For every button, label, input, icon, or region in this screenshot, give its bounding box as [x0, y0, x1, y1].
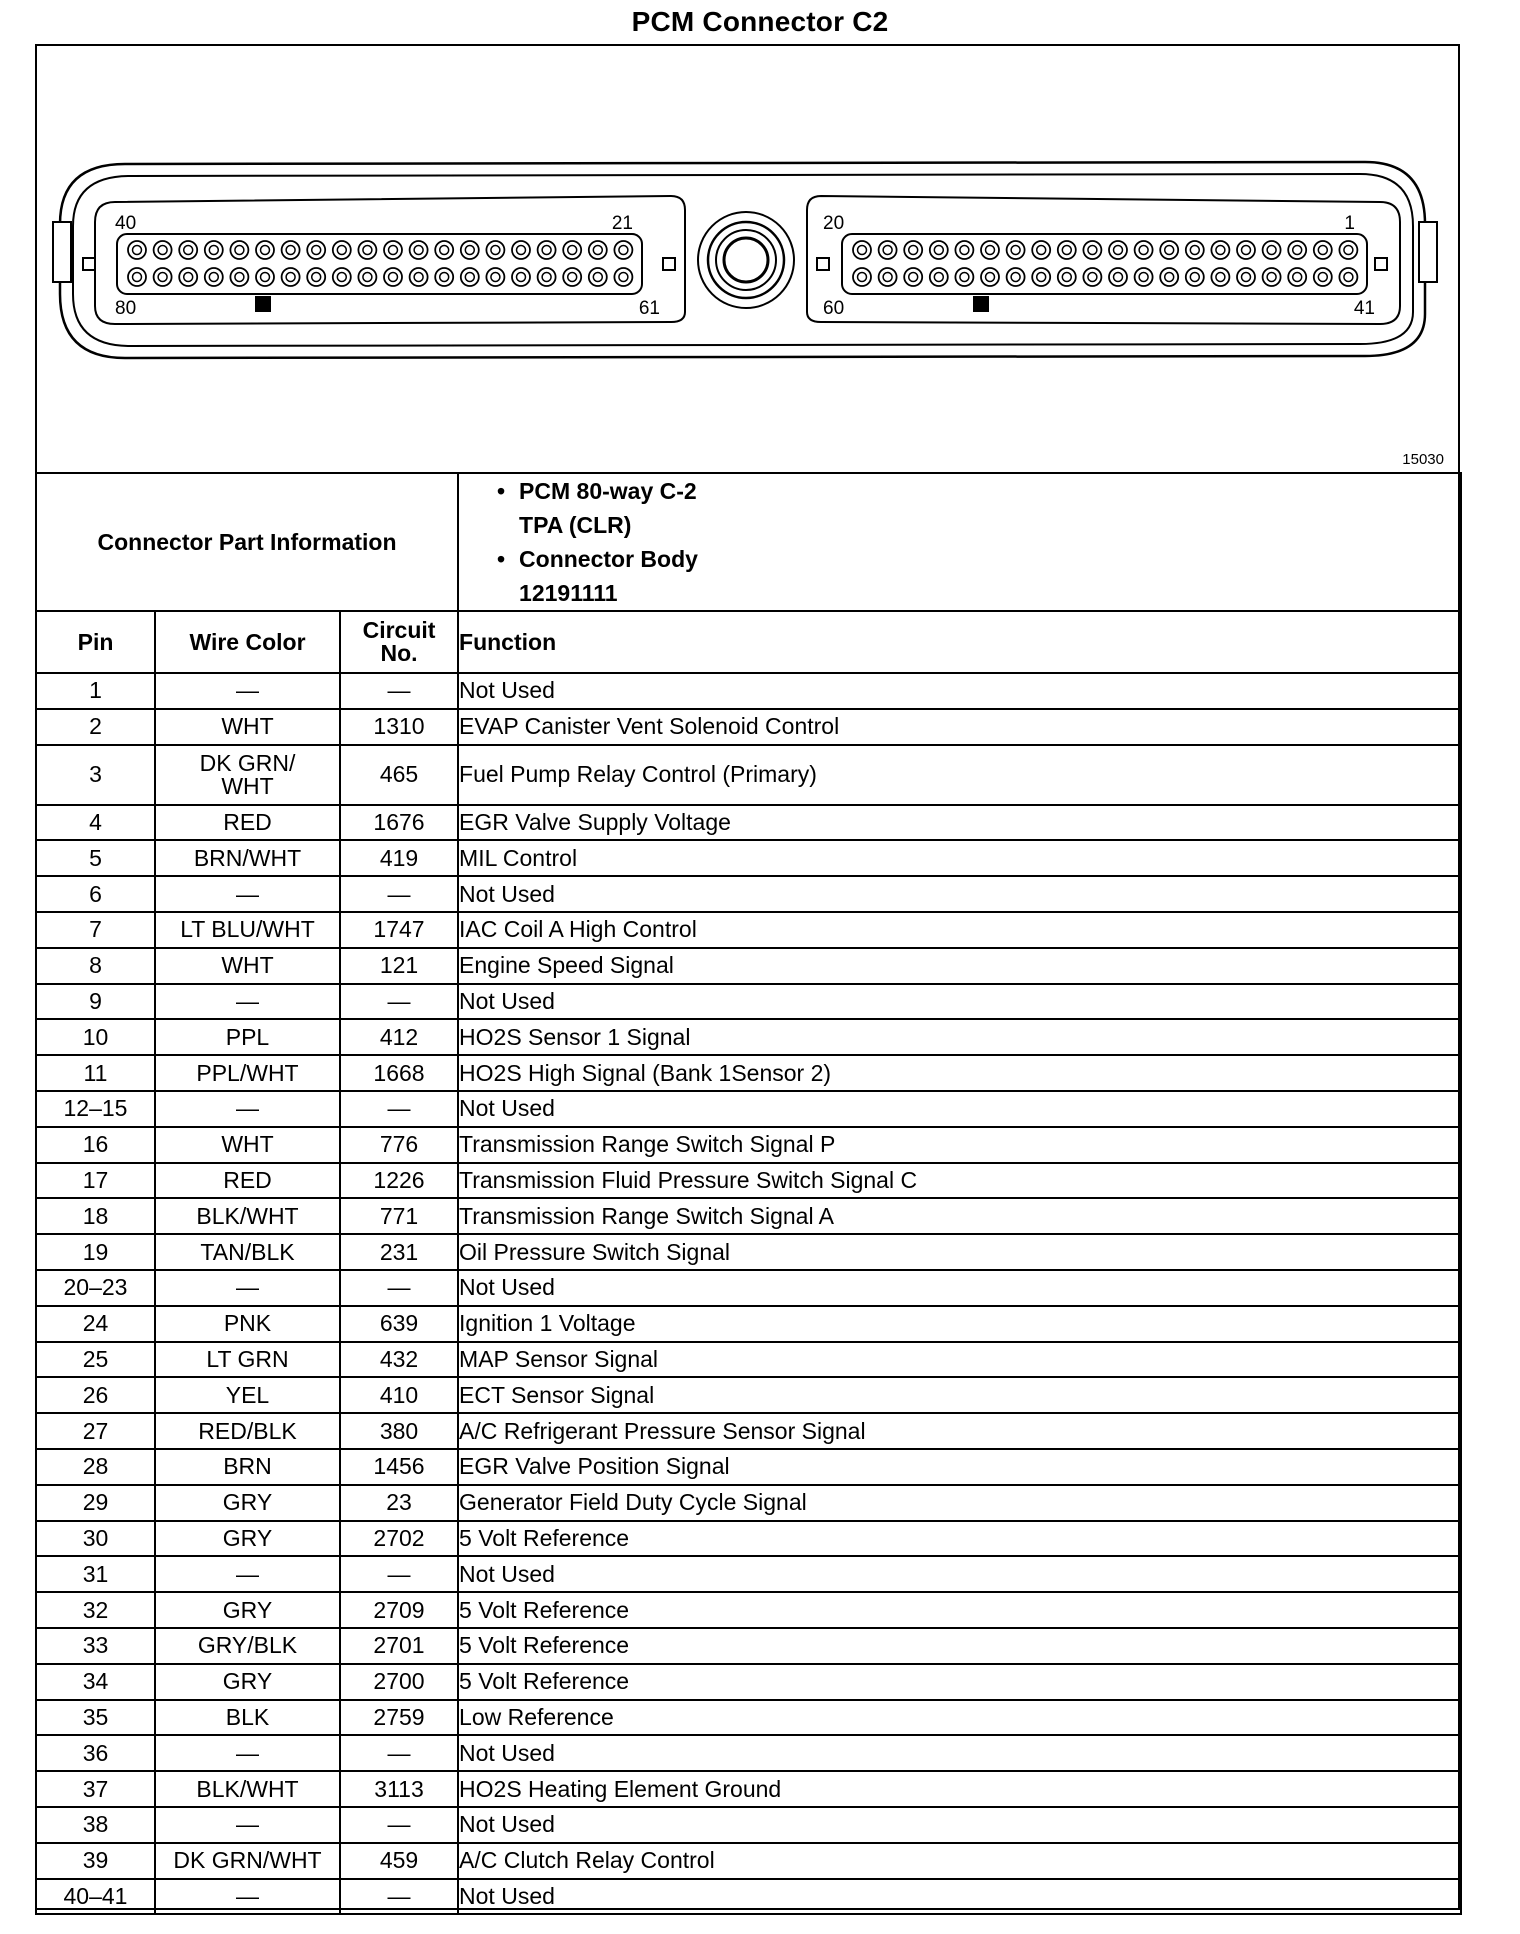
pin-cavity	[205, 268, 223, 286]
pin-cell: 7	[36, 912, 155, 948]
pin-cavity	[1032, 268, 1050, 286]
wire-color-cell: BLK/WHT	[155, 1771, 340, 1807]
circuit-cell: —	[340, 876, 458, 912]
pin-cavity	[1083, 241, 1101, 259]
circuit-cell: 2701	[340, 1628, 458, 1664]
pin-cavity	[307, 241, 325, 259]
function-cell: 5 Volt Reference	[458, 1628, 1461, 1664]
function-cell: MIL Control	[458, 840, 1461, 876]
pin-cell: 10	[36, 1019, 155, 1055]
pin-cell: 39	[36, 1843, 155, 1879]
pin-cell: 3	[36, 745, 155, 805]
pin-cell: 30	[36, 1521, 155, 1557]
pin-cavity	[1211, 268, 1229, 286]
pin-cavity	[563, 241, 581, 259]
pin-cavity	[307, 268, 325, 286]
table-row	[36, 1735, 1461, 1771]
left-polarity-key	[255, 296, 271, 312]
pin-cavity	[333, 268, 351, 286]
table-row	[36, 1771, 1461, 1807]
function-cell: Not Used	[458, 1556, 1461, 1592]
wire-color-cell: BLK	[155, 1700, 340, 1736]
wire-color-cell: WHT	[155, 1127, 340, 1163]
circuit-cell: 459	[340, 1843, 458, 1879]
left-pin-block	[117, 234, 642, 294]
function-cell: Not Used	[458, 1091, 1461, 1127]
wire-color-cell: —	[155, 984, 340, 1020]
pin-cell: 11	[36, 1055, 155, 1091]
pin-cavity	[282, 241, 300, 259]
part-info-item-2b	[497, 576, 1460, 610]
circuit-cell: —	[340, 984, 458, 1020]
table-row	[36, 745, 1461, 805]
pin-cavity	[614, 241, 632, 259]
pin-cavity	[904, 268, 922, 286]
wire-color-cell: DK GRN/WHT	[155, 1843, 340, 1879]
pin-label-1: 1	[1344, 213, 1355, 234]
pin-label-41: 41	[1353, 298, 1375, 319]
pin-cavity	[1160, 268, 1178, 286]
pin-cavity	[1237, 241, 1255, 259]
table-row	[36, 1127, 1461, 1163]
wire-color-cell: RED	[155, 1163, 340, 1199]
wire-color-cell: RED	[155, 805, 340, 841]
pin-cell: 38	[36, 1807, 155, 1843]
left-square-a	[83, 258, 95, 270]
wire-color-cell: LT GRN	[155, 1342, 340, 1378]
connector-diagram	[35, 44, 1460, 474]
pin-cavity	[486, 268, 504, 286]
pin-cell: 25	[36, 1342, 155, 1378]
pin-cavity	[1058, 241, 1076, 259]
function-cell: HO2S High Signal (Bank 1Sensor 2)	[458, 1055, 1461, 1091]
table-row	[36, 948, 1461, 984]
function-cell: IAC Coil A High Control	[458, 912, 1461, 948]
table-row	[36, 1700, 1461, 1736]
pin-cell: 9	[36, 984, 155, 1020]
pin-cavity	[230, 241, 248, 259]
pin-cell: 17	[36, 1163, 155, 1199]
part-info-item-2: • Connector Body	[497, 546, 698, 572]
pin-cavity	[589, 241, 607, 259]
table-row	[36, 1521, 1461, 1557]
pin-label-60: 60	[823, 298, 845, 319]
function-cell: EVAP Canister Vent Solenoid Control	[458, 709, 1461, 745]
circuit-cell: 1226	[340, 1163, 458, 1199]
pin-cavity	[1007, 241, 1025, 259]
right-pin-block	[842, 234, 1367, 294]
pin-cavity	[930, 268, 948, 286]
pin-cavity	[256, 268, 274, 286]
circuit-cell: 2702	[340, 1521, 458, 1557]
pin-cavity	[955, 241, 973, 259]
wire-color-cell: BLK/WHT	[155, 1198, 340, 1234]
wire-color-cell: TAN/BLK	[155, 1234, 340, 1270]
wire-color-cell: GRY	[155, 1664, 340, 1700]
table-row	[36, 1198, 1461, 1234]
function-cell: Transmission Fluid Pressure Switch Signal C	[458, 1163, 1461, 1199]
pin-cavity	[384, 268, 402, 286]
pin-cell: 2	[36, 709, 155, 745]
pin-cavity	[1339, 241, 1357, 259]
function-cell: Ignition 1 Voltage	[458, 1306, 1461, 1342]
table-row	[36, 1342, 1461, 1378]
pin-cavity	[128, 268, 146, 286]
wire-color-cell: —	[155, 1270, 340, 1306]
pin-cavity	[930, 241, 948, 259]
table-row	[36, 1019, 1461, 1055]
wire-color-cell: GRY	[155, 1592, 340, 1628]
pin-cell: 19	[36, 1234, 155, 1270]
circuit-cell: 231	[340, 1234, 458, 1270]
wire-color-cell: PPL/WHT	[155, 1055, 340, 1091]
pin-cavity	[853, 268, 871, 286]
table-row	[36, 1306, 1461, 1342]
page-title: PCM Connector C2	[631, 6, 889, 37]
function-cell: Not Used	[458, 1270, 1461, 1306]
pin-cavity	[512, 268, 530, 286]
wire-color-cell: LT BLU/WHT	[155, 912, 340, 948]
wire-color-cell	[155, 745, 340, 805]
pin-cavity	[1211, 241, 1229, 259]
pin-cavity	[435, 268, 453, 286]
table-row	[36, 1592, 1461, 1628]
pin-cavity	[563, 268, 581, 286]
pin-cavity	[410, 241, 428, 259]
wire-color-cell: BRN	[155, 1449, 340, 1485]
pin-label-40: 40	[115, 213, 137, 234]
wire-color-cell: RED/BLK	[155, 1413, 340, 1449]
wire-color-cell: BRN/WHT	[155, 840, 340, 876]
header-circuit-line-1: Circuit	[362, 617, 436, 643]
table-row	[36, 805, 1461, 841]
figure-number: 15030	[1402, 451, 1444, 468]
wire-color-cell: WHT	[155, 709, 340, 745]
function-cell: Not Used	[458, 1735, 1461, 1771]
wire-color-cell: GRY/BLK	[155, 1628, 340, 1664]
table-row	[36, 1485, 1461, 1521]
pin-cell: 33	[36, 1628, 155, 1664]
pin-cell: 26	[36, 1377, 155, 1413]
function-cell: Not Used	[458, 1879, 1461, 1915]
function-cell: EGR Valve Supply Voltage	[458, 805, 1461, 841]
circuit-cell: 639	[340, 1306, 458, 1342]
wire-color-cell: —	[155, 1556, 340, 1592]
wire-color-cell: GRY	[155, 1485, 340, 1521]
pinout-table	[35, 472, 1462, 1915]
pin-cell: 1	[36, 673, 155, 709]
center-bolt-outer	[698, 212, 794, 308]
table-row	[36, 1163, 1461, 1199]
pin-cell: 6	[36, 876, 155, 912]
function-cell: EGR Valve Position Signal	[458, 1449, 1461, 1485]
pin-cavity	[486, 241, 504, 259]
part-info-list	[458, 473, 1461, 611]
table-row	[36, 876, 1461, 912]
pin-cavity	[179, 241, 197, 259]
pin-cavity	[1160, 241, 1178, 259]
pin-cell: 20–23	[36, 1270, 155, 1306]
header-pin: Pin	[36, 611, 155, 673]
pin-cell: 37	[36, 1771, 155, 1807]
pin-cavity	[461, 268, 479, 286]
wire-color-cell: GRY	[155, 1521, 340, 1557]
pin-cavity	[538, 268, 556, 286]
wire-color-cell: —	[155, 1879, 340, 1915]
wire-color-line-1: DK GRN/	[199, 749, 296, 776]
table-row	[36, 1664, 1461, 1700]
pin-cell: 5	[36, 840, 155, 876]
wire-color-cell: —	[155, 1735, 340, 1771]
table-row	[36, 1091, 1461, 1127]
pin-cell: 8	[36, 948, 155, 984]
pin-cavity	[1109, 241, 1127, 259]
left-square-b	[663, 258, 675, 270]
circuit-cell: —	[340, 1091, 458, 1127]
table-row	[36, 1234, 1461, 1270]
circuit-cell: 1310	[340, 709, 458, 745]
pin-cavity	[512, 241, 530, 259]
pin-cavity	[589, 268, 607, 286]
pin-cavity	[1083, 268, 1101, 286]
pin-cavity	[128, 241, 146, 259]
circuit-cell: 2759	[340, 1700, 458, 1736]
pin-cavity	[1058, 268, 1076, 286]
table-row	[36, 1270, 1461, 1306]
circuit-cell: 419	[340, 840, 458, 876]
circuit-cell: 465	[340, 745, 458, 805]
pin-cavity	[1007, 268, 1025, 286]
function-cell: MAP Sensor Signal	[458, 1342, 1461, 1378]
part-info-item-1b	[497, 508, 1460, 542]
pin-cavity	[358, 241, 376, 259]
function-cell: Generator Field Duty Cycle Signal	[458, 1485, 1461, 1521]
circuit-cell: 121	[340, 948, 458, 984]
pin-cavity	[154, 268, 172, 286]
function-cell: HO2S Heating Element Ground	[458, 1771, 1461, 1807]
part-info-row	[36, 473, 1461, 611]
right-square-a	[817, 258, 829, 270]
table-row	[36, 1628, 1461, 1664]
function-cell: Transmission Range Switch Signal A	[458, 1198, 1461, 1234]
circuit-cell: 23	[340, 1485, 458, 1521]
table-row	[36, 1055, 1461, 1091]
circuit-cell: 412	[340, 1019, 458, 1055]
pin-cell: 28	[36, 1449, 155, 1485]
part-info-line-1: PCM 80-way C-2	[519, 478, 697, 504]
connector-drawing	[35, 44, 1460, 474]
table-row	[36, 1879, 1461, 1915]
pin-cell: 36	[36, 1735, 155, 1771]
pin-cavity	[1314, 241, 1332, 259]
pin-cell: 31	[36, 1556, 155, 1592]
pin-cavity	[230, 268, 248, 286]
left-latch	[53, 222, 71, 282]
table-row	[36, 1413, 1461, 1449]
pin-cavity	[614, 268, 632, 286]
wire-color-cell: PPL	[155, 1019, 340, 1055]
pin-label-61: 61	[638, 298, 660, 319]
circuit-cell: —	[340, 1807, 458, 1843]
circuit-cell: —	[340, 1270, 458, 1306]
wire-color-cell: YEL	[155, 1377, 340, 1413]
right-latch	[1419, 222, 1437, 282]
function-cell: Not Used	[458, 1807, 1461, 1843]
table-row	[36, 912, 1461, 948]
pin-cavity	[333, 241, 351, 259]
pin-cavity	[1288, 268, 1306, 286]
pin-cell: 16	[36, 1127, 155, 1163]
function-cell: ECT Sensor Signal	[458, 1377, 1461, 1413]
pin-cavity	[879, 268, 897, 286]
header-circuit-line-2: No.	[380, 640, 418, 666]
pin-cavity	[154, 241, 172, 259]
table-row	[36, 709, 1461, 745]
pin-cell: 29	[36, 1485, 155, 1521]
circuit-cell: 2709	[340, 1592, 458, 1628]
pin-cavity	[1186, 268, 1204, 286]
circuit-cell: —	[340, 1556, 458, 1592]
circuit-cell: 1456	[340, 1449, 458, 1485]
pin-cavity	[1135, 241, 1153, 259]
circuit-cell: 410	[340, 1377, 458, 1413]
table-row	[36, 1449, 1461, 1485]
pin-cell: 35	[36, 1700, 155, 1736]
right-cavity-shell	[807, 196, 1400, 324]
circuit-cell: —	[340, 673, 458, 709]
pin-cavity	[1109, 268, 1127, 286]
pin-cavity	[435, 241, 453, 259]
circuit-cell: 1747	[340, 912, 458, 948]
circuit-cell: 380	[340, 1413, 458, 1449]
pin-cavity	[853, 241, 871, 259]
function-cell: Not Used	[458, 673, 1461, 709]
header-row	[36, 611, 1461, 673]
circuit-cell: 1668	[340, 1055, 458, 1091]
part-info-item-1: • PCM 80-way C-2	[497, 478, 697, 504]
function-cell: Fuel Pump Relay Control (Primary)	[458, 745, 1461, 805]
right-square-b	[1375, 258, 1387, 270]
part-info-label: Connector Part Information	[36, 473, 458, 611]
pin-cavity	[256, 241, 274, 259]
function-cell: Engine Speed Signal	[458, 948, 1461, 984]
table-row	[36, 984, 1461, 1020]
circuit-cell: 776	[340, 1127, 458, 1163]
pin-cell: 32	[36, 1592, 155, 1628]
circuit-cell: 3113	[340, 1771, 458, 1807]
pin-cell: 12–15	[36, 1091, 155, 1127]
part-info-line-4: 12191111	[519, 580, 618, 606]
function-cell: 5 Volt Reference	[458, 1521, 1461, 1557]
function-cell: Low Reference	[458, 1700, 1461, 1736]
function-cell: Oil Pressure Switch Signal	[458, 1234, 1461, 1270]
pin-cavity	[461, 241, 479, 259]
pin-cavity	[1263, 241, 1281, 259]
pin-cavity	[282, 268, 300, 286]
wire-color-cell: —	[155, 1807, 340, 1843]
pin-cell: 4	[36, 805, 155, 841]
wire-color-cell: WHT	[155, 948, 340, 984]
wire-color-cell: —	[155, 673, 340, 709]
pin-cavity	[1263, 268, 1281, 286]
wire-color-cell: —	[155, 1091, 340, 1127]
pin-cavity	[981, 241, 999, 259]
table-row	[36, 1807, 1461, 1843]
part-info-line-3: Connector Body	[519, 546, 698, 572]
pin-cell: 27	[36, 1413, 155, 1449]
table-row	[36, 1843, 1461, 1879]
circuit-cell: 2700	[340, 1664, 458, 1700]
pin-cavity	[1032, 241, 1050, 259]
header-function: Function	[458, 611, 1461, 673]
function-cell: Not Used	[458, 984, 1461, 1020]
pin-cavity	[1186, 241, 1204, 259]
pin-cell: 24	[36, 1306, 155, 1342]
pin-cell: 18	[36, 1198, 155, 1234]
pin-label-80: 80	[115, 298, 137, 319]
pin-cavity	[1314, 268, 1332, 286]
function-cell: 5 Volt Reference	[458, 1592, 1461, 1628]
pin-cavity	[879, 241, 897, 259]
right-polarity-key	[973, 296, 989, 312]
pin-cavity	[358, 268, 376, 286]
table-row	[36, 1556, 1461, 1592]
wire-color-cell: —	[155, 876, 340, 912]
function-cell: HO2S Sensor 1 Signal	[458, 1019, 1461, 1055]
pin-cavity	[981, 268, 999, 286]
pin-cell: 40–41	[36, 1879, 155, 1915]
pin-cell: 34	[36, 1664, 155, 1700]
pin-label-20: 20	[823, 213, 845, 234]
table-row	[36, 1377, 1461, 1413]
pin-cavity	[955, 268, 973, 286]
wire-color-cell: PNK	[155, 1306, 340, 1342]
circuit-cell: —	[340, 1879, 458, 1915]
pin-cavity	[410, 268, 428, 286]
wire-color-line-2: WHT	[221, 772, 274, 799]
function-cell: A/C Refrigerant Pressure Sensor Signal	[458, 1413, 1461, 1449]
pin-cavity	[179, 268, 197, 286]
pin-cavity	[1135, 268, 1153, 286]
header-circuit	[340, 611, 458, 673]
pin-cavity	[538, 241, 556, 259]
part-info-line-2: TPA (CLR)	[519, 512, 632, 538]
table-row	[36, 673, 1461, 709]
pin-cavity	[904, 241, 922, 259]
function-cell: 5 Volt Reference	[458, 1664, 1461, 1700]
pin-cavity	[384, 241, 402, 259]
pin-cavity	[1339, 268, 1357, 286]
pin-label-21: 21	[611, 213, 633, 234]
pin-cavity	[205, 241, 223, 259]
table-row	[36, 840, 1461, 876]
circuit-cell: 1676	[340, 805, 458, 841]
pin-cavity	[1237, 268, 1255, 286]
left-cavity-shell	[95, 196, 685, 324]
function-cell: Not Used	[458, 876, 1461, 912]
circuit-cell: —	[340, 1735, 458, 1771]
circuit-cell: 432	[340, 1342, 458, 1378]
function-cell: Transmission Range Switch Signal P	[458, 1127, 1461, 1163]
function-cell: A/C Clutch Relay Control	[458, 1843, 1461, 1879]
pin-cavity	[1288, 241, 1306, 259]
header-wire-color: Wire Color	[155, 611, 340, 673]
circuit-cell: 771	[340, 1198, 458, 1234]
